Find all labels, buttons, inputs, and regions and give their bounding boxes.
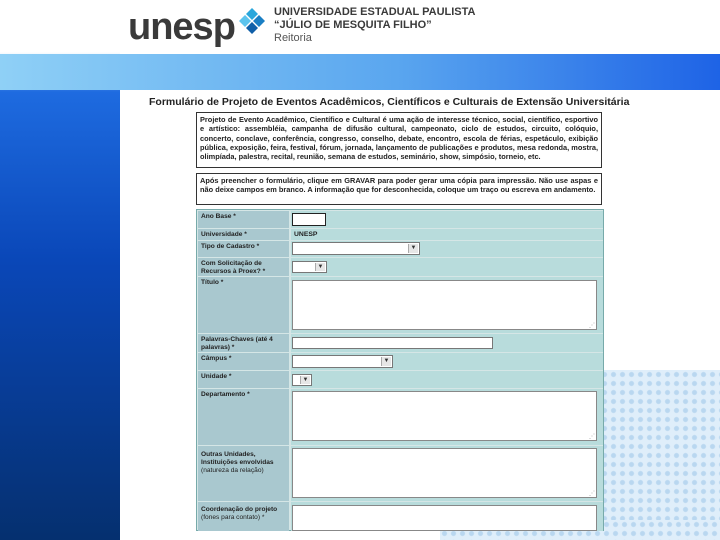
label-universidade: Universidade * (198, 229, 289, 240)
resize-grip-icon[interactable]: ⋰ (589, 491, 595, 497)
tipo-cadastro-select[interactable] (292, 242, 420, 255)
value-cell-universidade (291, 229, 603, 240)
row-palavras-chaves (197, 334, 603, 352)
value-cell-campus (291, 353, 603, 370)
resize-grip-icon[interactable]: ⋰ (589, 323, 595, 329)
chevron-down-icon[interactable]: ▼ (300, 376, 310, 384)
label-departamento: Departamento * (198, 389, 289, 445)
value-cell-solicitacao-recursos (291, 258, 603, 276)
ano-base-input[interactable] (292, 213, 326, 226)
unesp-logo (128, 2, 267, 52)
row-titulo (197, 277, 603, 333)
definition-box: Projeto de Evento Acadêmico, Científico e Cultural é uma ação de interesse técnico, social, científico, esportivo e artístico: assembléia, campanha de difusão cultural, campeonato, ciclo de estudos, circuito, colóquio, concerto, conclave, conferência, congresso, conselho, debate, encontro, escola de férias, espetáculo, exibição pública, exposição, feira, festival, fórum, jornada, lançamento de publicações e produtos, mesa redonda, mostra, olimpíada, palestra, recital, reunião, semana de estudos, seminário, show, simpósio, torneio, etc. (196, 112, 602, 168)
label-unidade: Unidade * (198, 371, 289, 388)
coordenacao-textarea[interactable] (292, 505, 597, 531)
label-tipo-cadastro: Tipo de Cadastro * (198, 241, 289, 257)
label-solicitacao-recursos: Com Solicitação de Recursos à Proex? * (198, 258, 289, 276)
row-ano-base (197, 211, 603, 228)
label-palavras-chaves: Palavras-Chaves (até 4 palavras) * (198, 334, 289, 352)
row-outras-unidades (197, 446, 603, 501)
value-cell-palavras-chaves (291, 334, 603, 352)
chevron-down-icon[interactable]: ▼ (408, 244, 418, 253)
chevron-down-icon[interactable]: ▼ (315, 263, 325, 271)
departamento-textarea[interactable] (292, 391, 597, 441)
label-outras-unidades (198, 446, 289, 501)
project-form (196, 209, 604, 531)
outras-unidades-textarea[interactable] (292, 448, 597, 498)
form-title: Formulário de Projeto de Eventos Acadêmicos, Científicos e Culturais de Extensão Universitária (149, 96, 630, 108)
header-gradient-band (0, 54, 720, 90)
value-cell-unidade (291, 371, 603, 388)
label-coordenacao (198, 502, 289, 531)
value-cell-outras-unidades (291, 446, 603, 501)
instructions-box: Após preencher o formulário, clique em GRAVAR para poder gerar uma cópia para impressão. Não use aspas e não deixe campos em branco. A informação que for desconhecida, coloque um traço ou escreva em andamento. (196, 173, 602, 205)
decorative-pattern (600, 370, 720, 540)
university-name-line2: “JÚLIO DE MESQUITA FILHO” (274, 19, 432, 31)
university-name-block (274, 6, 475, 45)
unidade-select[interactable] (292, 374, 312, 386)
row-departamento (197, 389, 603, 445)
university-name-line3: Reitoria (274, 32, 312, 44)
value-cell-ano-base (291, 211, 603, 228)
label-titulo: Título * (198, 277, 289, 333)
university-name-line1: UNIVERSIDADE ESTADUAL PAULISTA (274, 6, 476, 18)
row-universidade (197, 229, 603, 240)
label-ano-base: Ano Base * (198, 211, 289, 228)
row-campus (197, 353, 603, 370)
chevron-down-icon[interactable]: ▼ (381, 357, 391, 366)
logo-symbol-icon (237, 7, 267, 37)
label-coordenacao-note: (fones para contato) * (201, 514, 265, 521)
value-cell-departamento (291, 389, 603, 445)
value-cell-tipo-cadastro (291, 241, 603, 257)
label-outras-unidades-note: (natureza da relação) (201, 467, 264, 474)
palavras-chaves-input[interactable] (292, 337, 493, 349)
row-tipo-cadastro (197, 241, 603, 257)
value-cell-titulo (291, 277, 603, 333)
row-unidade (197, 371, 603, 388)
row-coordenacao (197, 502, 603, 531)
titulo-textarea[interactable] (292, 280, 597, 330)
campus-select[interactable] (292, 355, 393, 368)
solicitacao-recursos-select[interactable] (292, 261, 327, 273)
universidade-value: UNESP (294, 231, 318, 238)
label-campus: Câmpus * (198, 353, 289, 370)
label-coordenacao-text: Coordenação do projeto (201, 506, 278, 513)
resize-grip-icon[interactable]: ⋰ (589, 434, 595, 440)
logo-wordmark: unesp (128, 5, 235, 48)
value-cell-coordenacao (291, 502, 603, 531)
row-solicitacao-recursos (197, 258, 603, 276)
label-outras-unidades-text: Outras Unidades, Instituições envolvidas (201, 451, 274, 466)
